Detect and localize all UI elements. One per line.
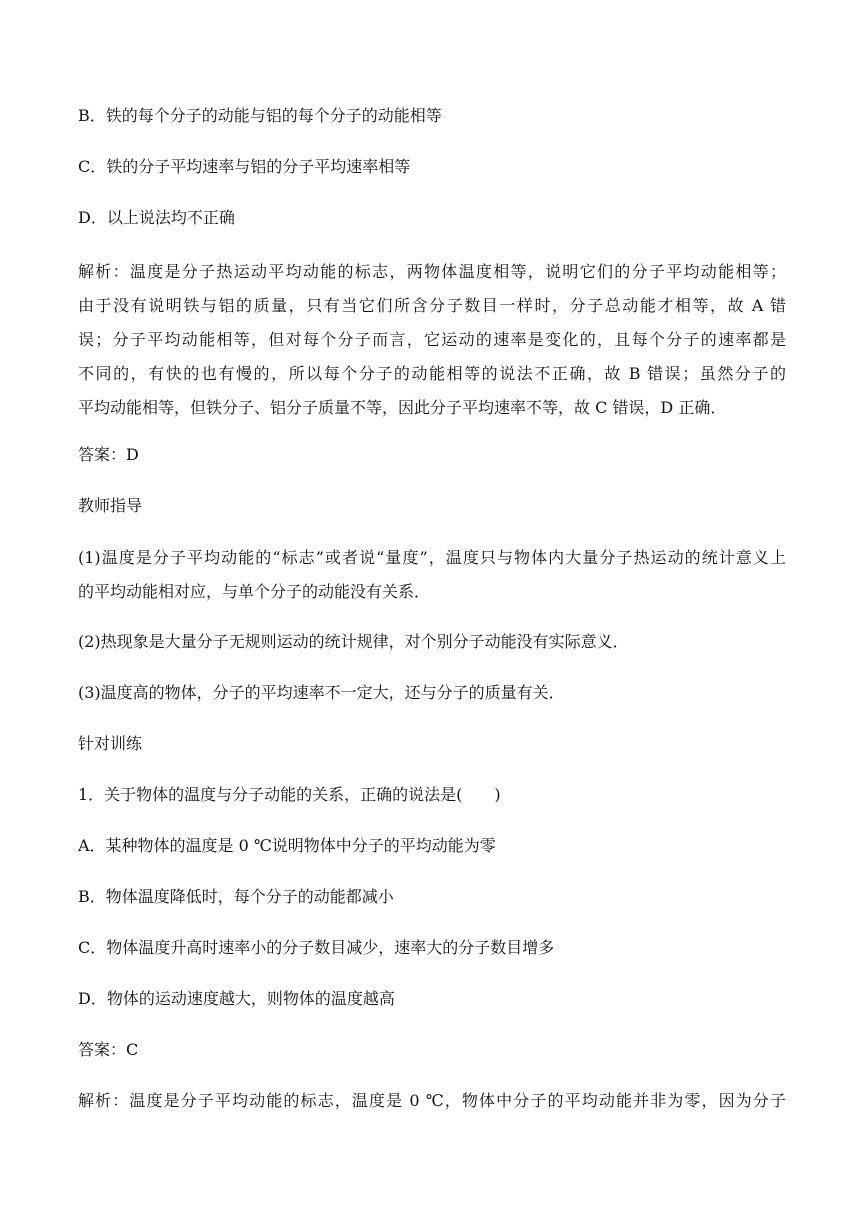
question-1-option-c: C．物体温度升高时速率小的分子数目减少，速率大的分子数目增多 (78, 938, 555, 957)
teacher-point-3: (3)温度高的物体，分子的平均速率不一定大，还与分子的质量有关． (78, 683, 565, 702)
question-1-option-b: B．物体温度降低时，每个分子的动能都减小 (78, 887, 394, 906)
question-1-option-a: A．某种物体的温度是 0 ℃说明物体中分子的平均动能为零 (78, 836, 496, 855)
question-1-analysis (78, 1091, 786, 1111)
teacher-point-line: 的平均动能相对应，与单个分子的动能没有关系． (78, 582, 431, 601)
teacher-guide-heading: 教师指导 (78, 496, 143, 515)
analysis-line: 不同的，有快的也有慢的，所以每个分子的动能相等的说法不正确，故 B 错误；虽然分子的 (78, 364, 786, 383)
analysis-line: 平均动能相等，但铁分子、铝分子质量不等，因此分子平均速率不等，故 C 错误，D 正确． (78, 398, 727, 417)
analysis-line: 解析：温度是分子热运动平均动能的标志，两物体温度相等，说明它们的分子平均动能相等； (78, 262, 786, 281)
teacher-point-1 (78, 548, 786, 602)
teacher-point-2: (2)热现象是大量分子无规则运动的统计规律，对个别分子动能没有实际意义． (78, 632, 629, 651)
option-d: D．以上说法均不正确 (78, 208, 235, 227)
analysis-paragraph (78, 262, 786, 418)
analysis-line: 解析：温度是分子平均动能的标志，温度是 0 ℃，物体中分子的平均动能并非为零，因为分子 (78, 1091, 786, 1110)
practice-heading: 针对训练 (78, 734, 143, 753)
question-1-option-d: D．物体的运动速度越大，则物体的温度越高 (78, 989, 395, 1008)
answer-label: 答案：D (78, 445, 139, 464)
analysis-line: 由于没有说明铁与铝的质量，只有当它们所含分子数目一样时，分子总动能才相等，故 A 错 (78, 296, 786, 315)
question-1: 1．关于物体的温度与分子动能的关系，正确的说法是( ) (78, 785, 501, 804)
question-1-answer: 答案：C (78, 1040, 139, 1059)
option-c: C．铁的分子平均速率与铝的分子平均速率相等 (78, 157, 411, 176)
option-b: B．铁的每个分子的动能与铝的每个分子的动能相等 (78, 106, 442, 125)
analysis-line: 误；分子平均动能相等，但对每个分子而言，它运动的速率是变化的，且每个分子的速率都是 (78, 330, 786, 349)
teacher-point-line: (1)温度是分子平均动能的“标志”或者说“量度”，温度只与物体内大量分子热运动的统计意义上 (78, 548, 786, 567)
